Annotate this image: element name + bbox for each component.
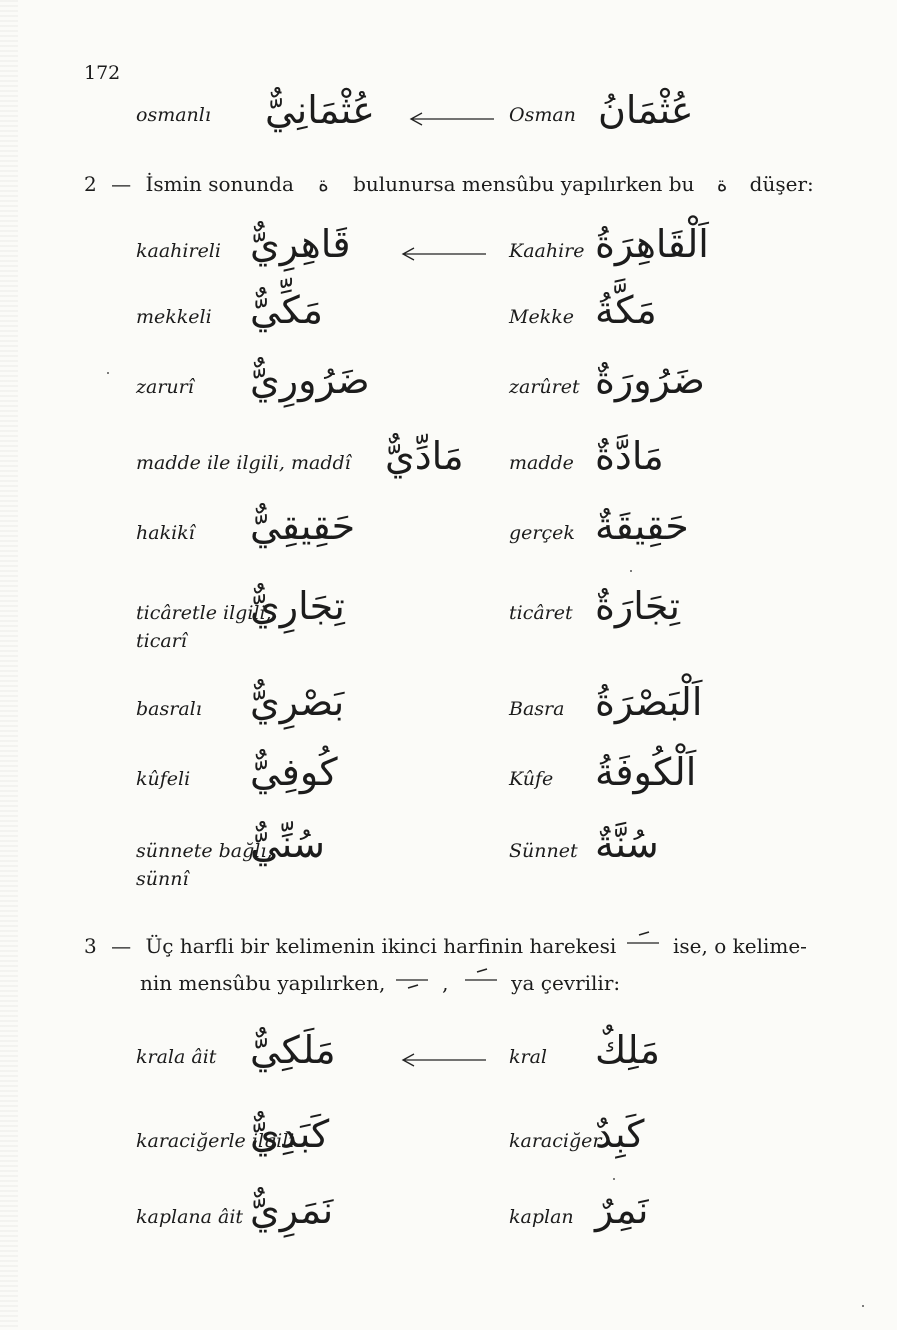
kasra-mark <box>392 974 436 999</box>
base-word-label: kaplan <box>509 1206 574 1228</box>
top-arrow <box>408 111 494 127</box>
nisba-arabic-word: تِجَارِيٌّ <box>250 584 345 628</box>
base-word-label: madde <box>509 452 574 474</box>
derived-meaning-label: sünnete bağlı, <box>136 840 273 862</box>
rule-text: bulunursa mensûbu yapılırken bu <box>353 172 695 196</box>
rule-number: 2 <box>84 172 97 196</box>
base-word-label: ticâret <box>509 602 573 624</box>
top-left-label: osmanlı <box>136 104 211 126</box>
rule-2-heading <box>84 172 814 196</box>
rule-text: ise, o kelime- <box>673 934 807 958</box>
base-word-label: karaciğer <box>509 1130 602 1152</box>
derived-meaning-label: basralı <box>136 698 202 720</box>
derived-meaning-label: mekkeli <box>136 306 212 328</box>
base-word-label: Sünnet <box>509 840 578 862</box>
derivation-arrow <box>400 246 486 262</box>
rule-3-heading <box>84 933 807 958</box>
base-arabic-word: مَكَّةُ <box>595 288 657 332</box>
derived-meaning-label: krala âit <box>136 1046 217 1068</box>
base-arabic-word: مَلِكٌ <box>595 1028 660 1072</box>
base-arabic-word: سُنَّةٌ <box>595 822 659 866</box>
base-arabic-word: نَمِرٌ <box>595 1188 649 1232</box>
base-arabic-word: اَلْكُوفَةُ <box>595 750 697 794</box>
base-arabic-word: كَبِدٌ <box>595 1112 645 1156</box>
rule-text: nin mensûbu yapılırken, <box>140 971 386 995</box>
nisba-arabic-word: سُنِّيٌّ <box>250 822 325 866</box>
nisba-arabic-word: مَادِّيٌّ <box>385 434 464 478</box>
scan-speck <box>107 372 109 374</box>
nisba-arabic-word: مَلَكِيٌّ <box>250 1028 336 1072</box>
nisba-arabic-word: بَصْرِيٌّ <box>250 680 345 724</box>
rule-text: İsmin sonunda <box>145 172 294 196</box>
base-arabic-word: تِجَارَةٌ <box>595 584 680 628</box>
nisba-arabic-word: قَاهِرِيٌّ <box>250 222 351 266</box>
scan-speck <box>862 1305 864 1307</box>
rule-text: düşer: <box>749 172 814 196</box>
page-number: 172 <box>84 62 121 84</box>
rule-text: Üç harfli bir kelimenin ikinci harfinin harekesi <box>145 934 617 958</box>
base-arabic-word: اَلْقَاهِرَةُ <box>595 222 709 266</box>
rule-dash: — <box>111 172 132 196</box>
derived-meaning-label-2: ticarî <box>136 630 187 652</box>
fatha-mark <box>623 929 667 954</box>
base-arabic-word: ضَرُورَةٌ <box>595 358 705 402</box>
derived-meaning-label: kaplana âit <box>136 1206 244 1228</box>
base-word-label: zarûret <box>509 376 580 398</box>
nisba-arabic-word: حَقِيقِيٌّ <box>250 504 356 548</box>
rule-text: ya çevrilir: <box>511 971 621 995</box>
derived-meaning-label: zarurî <box>136 376 194 398</box>
ta-marbuta-mark: ة <box>716 172 728 196</box>
nisba-arabic-word: مَكِّيٌّ <box>250 288 324 332</box>
base-word-label: gerçek <box>509 522 575 544</box>
derivation-arrow <box>400 1052 486 1068</box>
top-right-label: Osman <box>509 104 576 126</box>
derived-meaning-label: kaahireli <box>136 240 221 262</box>
ta-marbuta-mark: ة <box>318 172 329 196</box>
rule-dash: — <box>111 934 132 958</box>
nisba-arabic-word: كُوفِيٌّ <box>250 750 338 794</box>
rule-text: , <box>442 971 449 995</box>
derived-meaning-label-2: sünnî <box>136 868 189 890</box>
base-word-label: Basra <box>509 698 565 720</box>
top-right-arabic: عُثْمَانُ <box>598 88 694 132</box>
derived-meaning-label: karaciğerle ilgili <box>136 1130 295 1152</box>
top-left-arabic: عُثْمَانِيٌّ <box>265 88 375 132</box>
derived-meaning-label: kûfeli <box>136 768 191 790</box>
base-word-label: Kûfe <box>509 768 554 790</box>
scan-speck <box>613 1178 615 1180</box>
nisba-arabic-word: نَمَرِيٌّ <box>250 1188 334 1232</box>
base-word-label: Mekke <box>509 306 574 328</box>
derived-meaning-label: hakikî <box>136 522 195 544</box>
base-arabic-word: اَلْبَصْرَةُ <box>595 680 703 724</box>
rule-3-line-2 <box>140 970 620 995</box>
rule-number: 3 <box>84 934 97 958</box>
derived-meaning-label: ticâretle ilgili, <box>136 602 272 624</box>
base-word-label: Kaahire <box>509 240 585 262</box>
base-arabic-word: مَادَّةٌ <box>595 434 664 478</box>
fatha-mark <box>461 966 505 991</box>
scan-edge-noise <box>0 0 18 1330</box>
scan-speck <box>630 570 632 572</box>
base-arabic-word: حَقِيقَةٌ <box>595 504 689 548</box>
derived-meaning-label: madde ile ilgili, maddî <box>136 452 351 474</box>
nisba-arabic-word: كَبَدِيٌّ <box>250 1112 330 1156</box>
base-word-label: kral <box>509 1046 547 1068</box>
nisba-arabic-word: ضَرُورِيٌّ <box>250 358 370 402</box>
